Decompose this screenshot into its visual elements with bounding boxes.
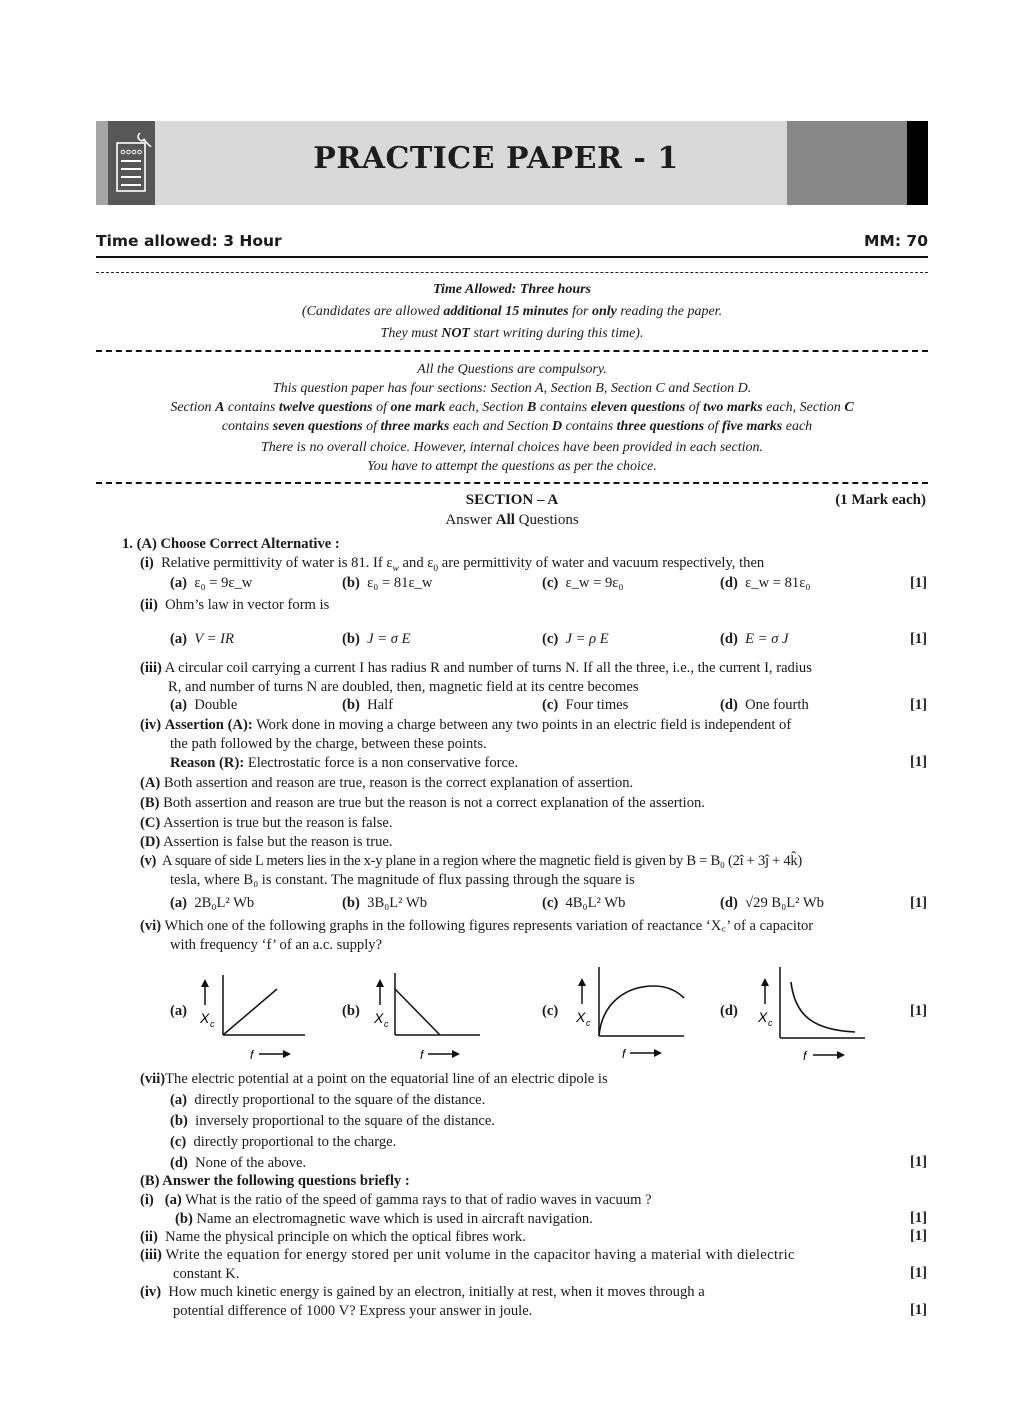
part-b-heading: (B) Answer the following questions briefly : (140, 1173, 410, 1189)
exam-sheet-icon (108, 121, 155, 205)
divider-solid (96, 256, 928, 258)
option[interactable]: (A) Both assertion and reason are true, reason is the correct explanation of assertion. (140, 775, 634, 791)
instruction-line: Section A contains twelve questions of one mark each, Section B contains eleven questions of two marks each, Section C (170, 400, 854, 415)
time-line-2: (Candidates are allowed additional 15 minutes for only reading the paper. (301, 304, 723, 319)
graph-option-label[interactable]: (c) (542, 1003, 559, 1019)
marks-badge: [1] (909, 1265, 927, 1281)
option[interactable]: (c) J = ρ E (542, 631, 609, 647)
option[interactable]: (b) 3B₀L² Wb (342, 895, 428, 911)
option[interactable]: (d) One fourth (720, 697, 809, 713)
option[interactable]: (d) None of the above. (170, 1155, 307, 1171)
svg-text:f: f (622, 1047, 626, 1061)
marks-badge: [1] (909, 1003, 927, 1019)
marks-badge: [1] (909, 1154, 927, 1170)
marks-badge: [1] (909, 697, 927, 713)
option[interactable]: (d) √29 B₀L² Wb (720, 895, 824, 911)
option[interactable]: (c) 4B₀L² Wb (542, 895, 626, 911)
max-marks: MM: 70 (863, 232, 928, 250)
instruction-line: All the Questions are compulsory. (417, 362, 607, 377)
banner-strip-left (96, 121, 108, 205)
option[interactable]: (d) E = σ J (720, 631, 789, 647)
option[interactable]: (d) ε_w = 81ε₀ (720, 575, 811, 591)
question-b-i: (i) (a) What is the ratio of the speed of gamma rays to that of radio waves in vacuum ? (b) Name an electromagnetic wave which is used in aircraft navigation. (140, 1192, 652, 1227)
instructions (96, 360, 928, 476)
svg-text:X: X (576, 1009, 586, 1025)
instruction-line: You have to attempt the questions as per the choice. (367, 459, 657, 474)
option[interactable]: (C) Assertion is true but the reason is false. (140, 815, 393, 831)
graph-d-hyperbolic-decay[interactable] (755, 962, 885, 1067)
instruction-line: contains seven questions of three marks each and Section D contains three questions of five marks each (221, 419, 813, 434)
question-1-iv: (iv) Assertion (A): Work done in moving a charge between any two points in an electric field is independent of the path followed by the charge, between these points. Reason (R): Electrostatic force is a non conservative force. (140, 717, 792, 771)
time-line-3: They must NOT start writing during this time). (380, 326, 644, 341)
time-allowed: Time allowed: 3 Hour (96, 232, 282, 250)
marks-badge: [1] (909, 895, 927, 911)
marks-badge: [1] (909, 631, 927, 647)
svg-text:c: c (210, 1019, 215, 1029)
graph-b-linear-decreasing[interactable] (370, 965, 500, 1070)
question-1-ii: (ii) Ohm’s law in vector form is (140, 597, 330, 613)
marks-badge: [1] (909, 1302, 927, 1318)
option[interactable]: (c) ε_w = 9ε₀ (542, 575, 624, 591)
svg-text:c: c (768, 1018, 773, 1028)
graph-c-rising-arc[interactable] (572, 962, 702, 1067)
svg-text:c: c (384, 1019, 389, 1029)
option[interactable]: (a) directly proportional to the square of the distance. (170, 1092, 486, 1108)
page-title: PRACTICE PAPER - 1 (313, 141, 679, 176)
banner-strip-mid (787, 121, 907, 205)
question-1-vi: (vi) Which one of the following graphs in the following figures represents variation of reactance ‘X꜀’ of a capacitor with frequency ‘f’ of an a.c. supply? (140, 918, 814, 953)
option[interactable]: (a) 2B₀L² Wb (170, 895, 255, 911)
question-1-vii: (vii)The electric potential at a point on the equatorial line of an electric dipole is (140, 1071, 608, 1087)
svg-text:X: X (758, 1009, 768, 1025)
meta-row (96, 232, 928, 254)
marks-badge: [1] (909, 1210, 927, 1226)
option[interactable]: (c) directly proportional to the charge. (170, 1134, 397, 1150)
divider-dashed (96, 350, 928, 352)
graph-option-label[interactable]: (b) (342, 1003, 360, 1019)
question-1-i: (i) Relative permittivity of water is 81. If $\varepsilon_w$ and $\varepsilon_0$ are permittivity of water and vacuum respectively, then (140, 555, 765, 574)
option[interactable]: (b) inversely proportional to the square of the distance. (170, 1113, 496, 1129)
question-1-v: (v) A square of side L meters lies in the x-y plane in a region where the magnetic field is given by B = B₀ (2î + 3ĵ + 4k̂) tesla, where B₀ is constant. The magnitude of flux passing through the square is (140, 853, 802, 888)
section-title: SECTION – A (465, 492, 559, 508)
section-subtitle: Answer All Questions (445, 512, 579, 528)
divider-dashed (96, 272, 928, 273)
banner-strip-right (907, 121, 928, 205)
marks-badge: [1] (909, 575, 927, 591)
question-1-iii: (iii) A circular coil carrying a current I has radius R and number of turns N. If all the three, i.e., the current I, radius R, and number of turns N are doubled, then, magnetic field at its centre becomes (140, 660, 812, 695)
question-b-iv: (iv) How much kinetic energy is gained by an electron, initially at rest, when it moves through a potential difference of 1000 V? Express your answer in joule. (140, 1284, 705, 1319)
graph-a-linear-increasing[interactable] (195, 965, 325, 1070)
marks-badge: [1] (909, 754, 927, 770)
svg-text:X: X (200, 1010, 210, 1026)
instruction-line: There is no overall choice. However, internal choices have been provided in each section. (260, 440, 764, 455)
option[interactable]: (b) ε₀ = 81ε_w (342, 575, 433, 591)
graph-option-label[interactable]: (a) (170, 1003, 188, 1019)
marks-badge: [1] (909, 1228, 927, 1244)
question-b-iii: (iii) Write the equation for energy stored per unit volume in the capacitor having a material with dielectric constant K. (140, 1247, 795, 1282)
option[interactable]: (a) ε₀ = 9ε_w (170, 575, 253, 591)
question-b-ii: (ii) Name the physical principle on which the optical fibres work. (140, 1229, 526, 1245)
option[interactable]: (b) J = σ E (342, 631, 411, 647)
part-a-heading: 1. (A) Choose Correct Alternative : (122, 536, 340, 552)
svg-text:f: f (803, 1049, 807, 1063)
svg-text:X: X (374, 1010, 384, 1026)
option[interactable]: (c) Four times (542, 697, 629, 713)
svg-text:f: f (420, 1048, 424, 1062)
divider-dashed (96, 482, 928, 484)
time-line-1: Time Allowed: Three hours (432, 282, 592, 297)
svg-text:f: f (250, 1048, 254, 1062)
option[interactable]: (b) Half (342, 697, 394, 713)
svg-text:c: c (586, 1018, 591, 1028)
instruction-line: This question paper has four sections: Section A, Section B, Section C and Section D. (272, 381, 752, 396)
header-banner (96, 121, 928, 205)
graph-option-label[interactable]: (d) (720, 1003, 738, 1019)
section-marks: (1 Mark each) (835, 492, 926, 508)
option[interactable]: (a) V = IR (170, 631, 234, 647)
option[interactable]: (D) Assertion is false but the reason is true. (140, 834, 393, 850)
option[interactable]: (a) Double (170, 697, 238, 713)
time-block (96, 279, 928, 345)
option[interactable]: (B) Both assertion and reason are true but the reason is not a correct explanation of the assertion. (140, 795, 705, 811)
